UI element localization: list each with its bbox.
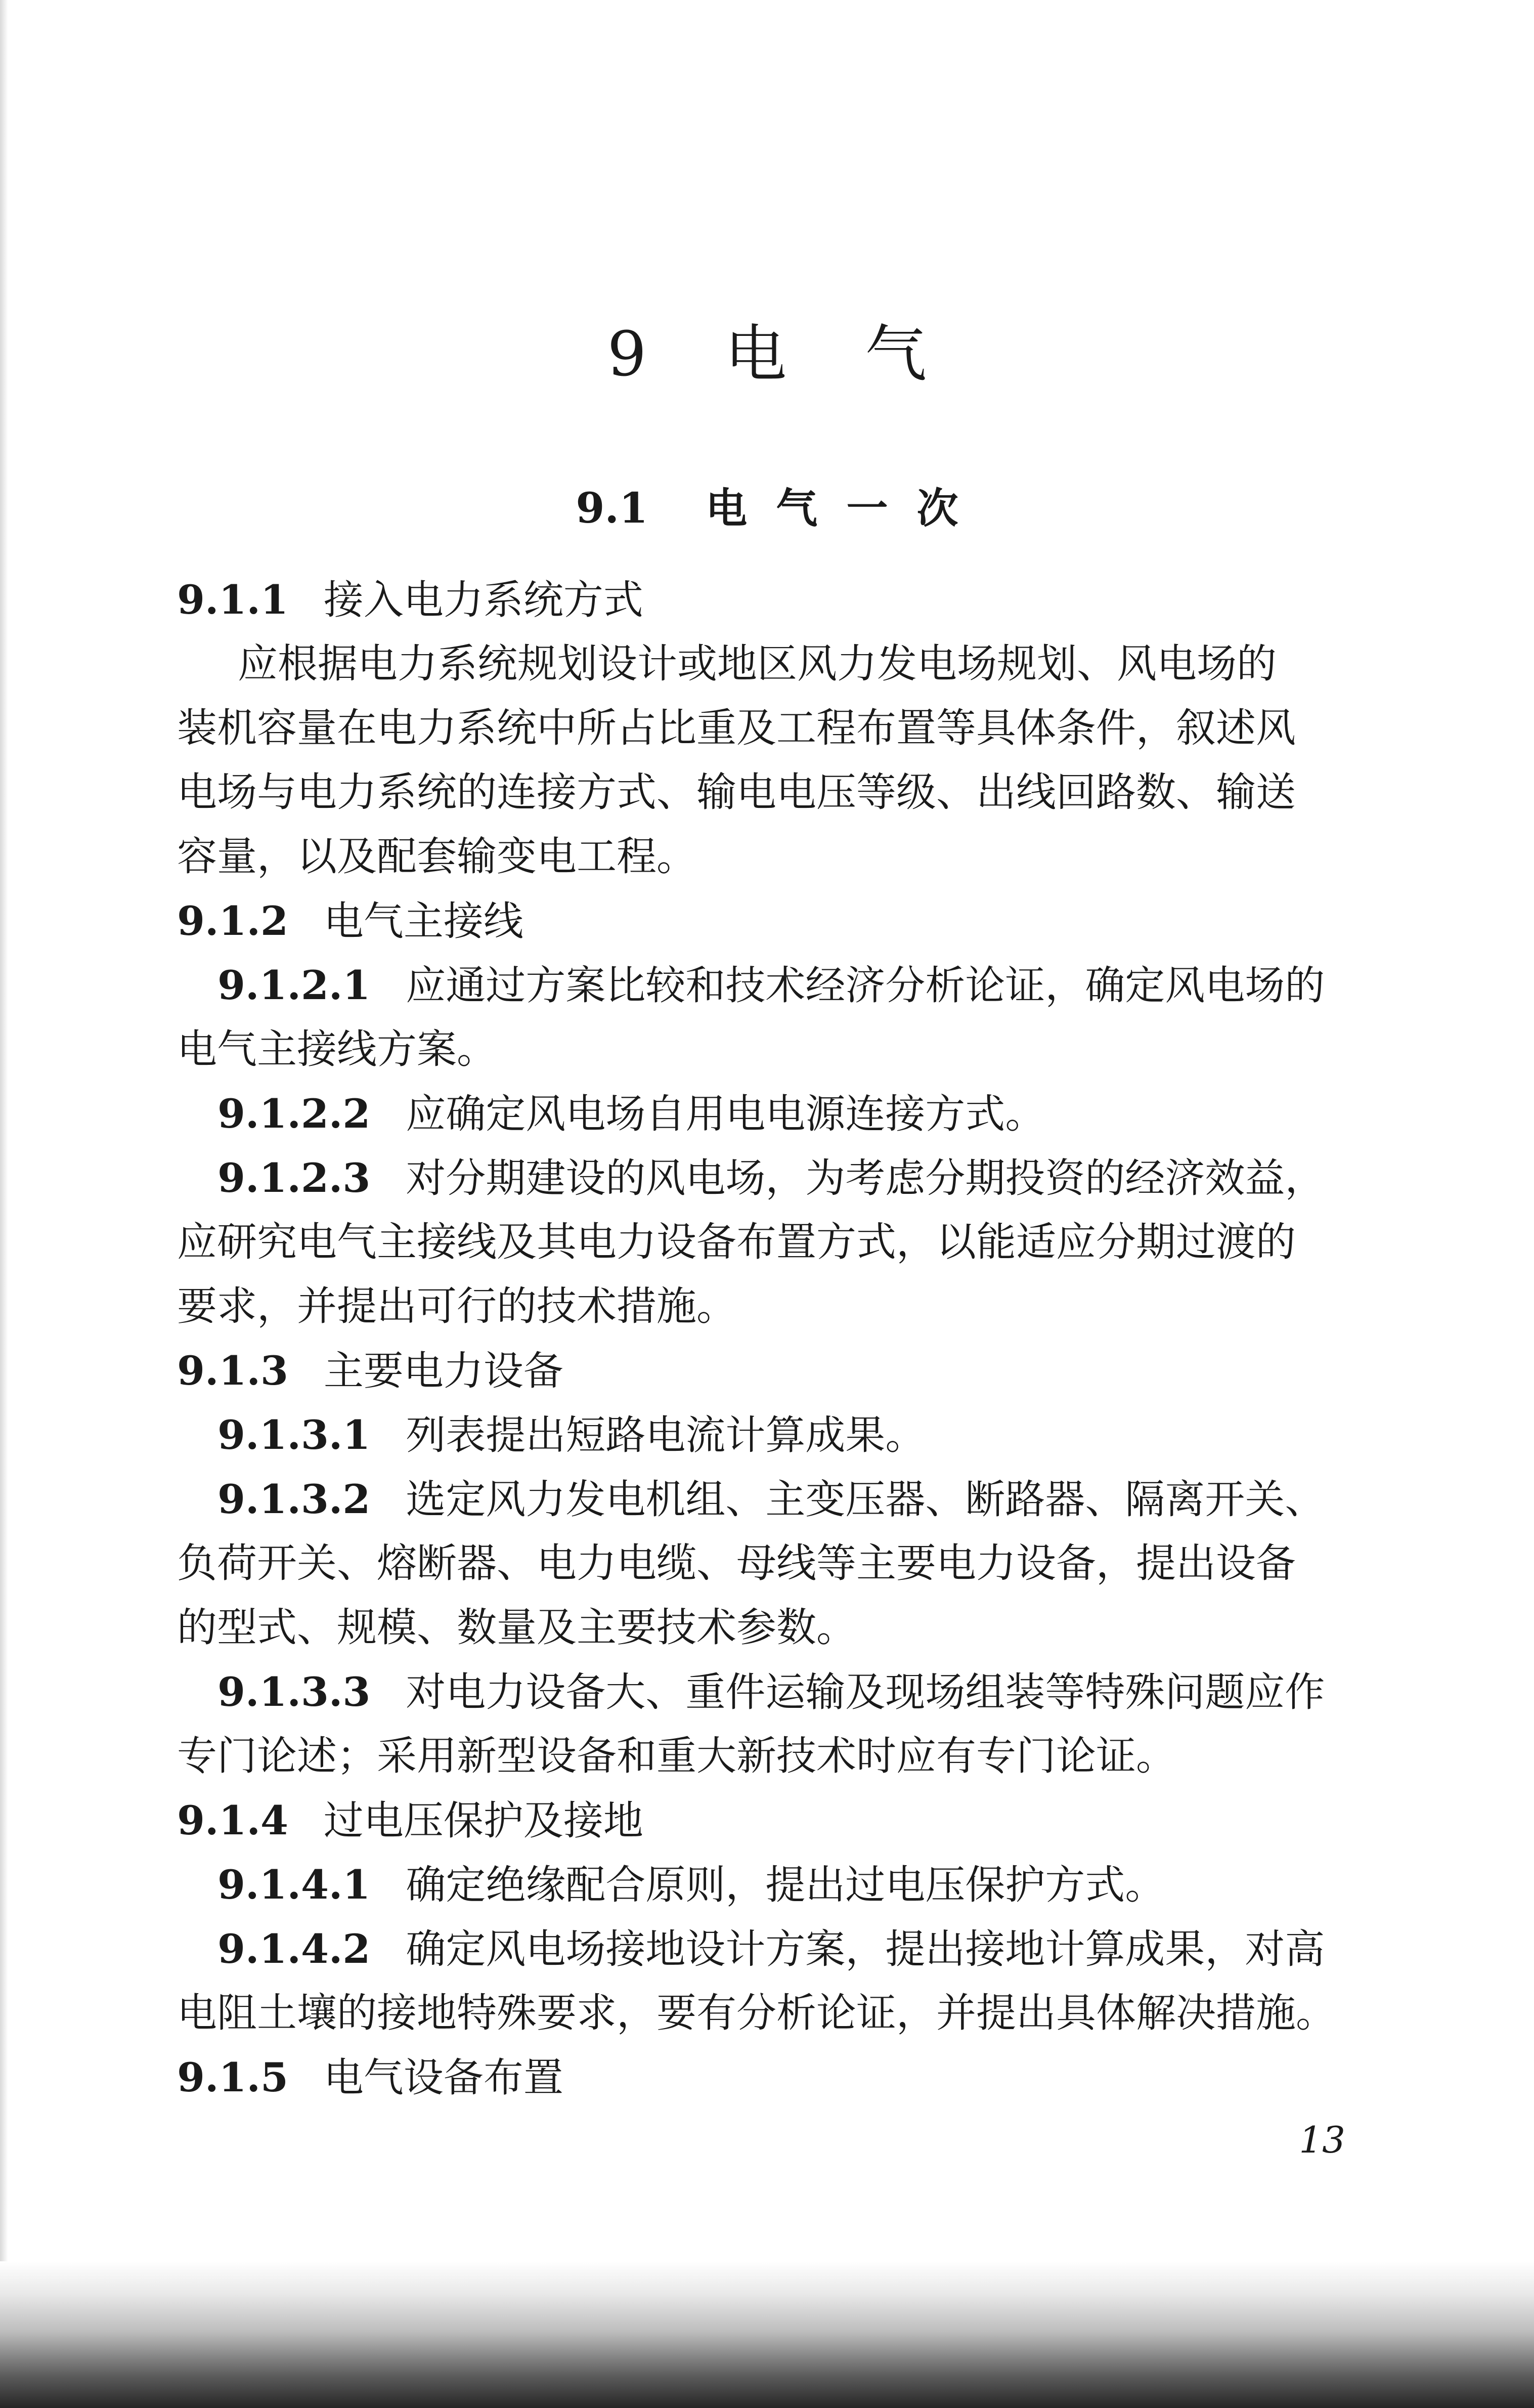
- clause-heading: [177, 1789, 1361, 1852]
- subclause-line: [217, 1403, 1401, 1467]
- body-text: 负荷开关、熔断器、电力电缆、母线等主要电力设备，提出设备: [177, 1540, 1296, 1586]
- subclause-line: [217, 1853, 1401, 1916]
- subclause-number: 9.1.3.1: [217, 1411, 371, 1458]
- subclause-text: 应通过方案比较和技术经济分析论证，确定风电场的: [406, 962, 1325, 1009]
- body-text: 要求，并提出可行的技术措施。: [177, 1283, 736, 1329]
- scan-shadow: [0, 2261, 1534, 2408]
- subclause-number: 9.1.2.1: [217, 962, 371, 1009]
- body-text: 应根据电力系统规划设计或地区风力发电场规划、风电场的: [238, 640, 1277, 687]
- body-text: 的型式、规模、数量及主要技术参数。: [177, 1604, 856, 1651]
- subclause-number: 9.1.3.3: [217, 1668, 371, 1715]
- clause-text: 接入电力系统方式: [323, 577, 643, 623]
- page-number: 13: [1299, 2119, 1345, 2161]
- clause-text: 主要电力设备: [323, 1348, 563, 1394]
- body-line: [177, 1275, 1361, 1338]
- body-text: 装机容量在电力系统中所占比重及工程布置等具体条件，叙述风: [177, 705, 1296, 751]
- body-line: [177, 1725, 1361, 1788]
- subclause-number: 9.1.2.3: [217, 1154, 371, 1201]
- body-text: 电气主接线方案。: [177, 1026, 497, 1072]
- clause-number: 9.1.3: [177, 1347, 288, 1394]
- body-line: [177, 825, 1361, 888]
- clause-heading: [177, 1339, 1361, 1402]
- subclause-text: 确定绝缘配合原则，提出过电压保护方式。: [406, 1862, 1165, 1908]
- subclause-text: 应确定风电场自用电电源连接方式。: [406, 1091, 1045, 1137]
- clause-heading: [177, 889, 1361, 953]
- body-line: [177, 1596, 1361, 1659]
- clause-text: 电气设备布置: [323, 2054, 563, 2101]
- body-text: 专门论述；采用新型设备和重大新技术时应有专门论证。: [177, 1733, 1176, 1779]
- subclause-number: 9.1.4.1: [217, 1861, 371, 1908]
- subclause-number: 9.1.3.2: [217, 1476, 371, 1523]
- subclause-line: [217, 1917, 1401, 1981]
- body-line: [177, 1018, 1361, 1081]
- section-title: 9.1 电 气 一 次: [576, 484, 958, 533]
- body-text: 容量，以及配套输变电工程。: [177, 833, 696, 880]
- subclause-text: 对电力设备大、重件运输及现场组装等特殊问题应作: [406, 1669, 1325, 1715]
- body-line: [238, 632, 1421, 696]
- clause-number: 9.1.5: [177, 2054, 288, 2101]
- subclause-text: 选定风力发电机组、主变压器、断路器、隔离开关、: [406, 1476, 1325, 1523]
- body-line: [177, 697, 1361, 760]
- clause-heading: [177, 568, 1361, 631]
- subclause-line: [217, 1082, 1401, 1145]
- chapter-title: 9 电 气: [607, 318, 927, 390]
- body-line: [177, 761, 1361, 824]
- subclause-number: 9.1.4.2: [217, 1925, 371, 1972]
- body-line: [177, 1211, 1361, 1274]
- body-text: 应研究电气主接线及其电力设备布置方式，以能适应分期过渡的: [177, 1219, 1296, 1265]
- subclause-text: 对分期建设的风电场，为考虑分期投资的经济效益，: [406, 1155, 1325, 1201]
- clause-number: 9.1.4: [177, 1797, 288, 1844]
- clause-heading: [177, 2046, 1361, 2109]
- clause-text: 电气主接线: [323, 898, 523, 944]
- body-line: [177, 1982, 1361, 2045]
- clause-number: 9.1.1: [177, 576, 288, 623]
- subclause-line: [217, 954, 1401, 1017]
- subclause-text: 确定风电场接地设计方案，提出接地计算成果，对高: [406, 1926, 1325, 1972]
- clause-number: 9.1.2: [177, 897, 288, 944]
- body-text: 电阻土壤的接地特殊要求，要有分析论证，并提出具体解决措施。: [177, 1990, 1336, 2036]
- subclause-line: [217, 1660, 1401, 1724]
- subclause-line: [217, 1468, 1401, 1531]
- subclause-line: [217, 1146, 1401, 1210]
- subclause-text: 列表提出短路电流计算成果。: [406, 1412, 926, 1458]
- body-text: 电场与电力系统的连接方式、输电电压等级、出线回路数、输送: [177, 769, 1296, 815]
- subclause-number: 9.1.2.2: [217, 1090, 371, 1137]
- body-line: [177, 1532, 1361, 1595]
- clause-text: 过电压保护及接地: [323, 1797, 643, 1844]
